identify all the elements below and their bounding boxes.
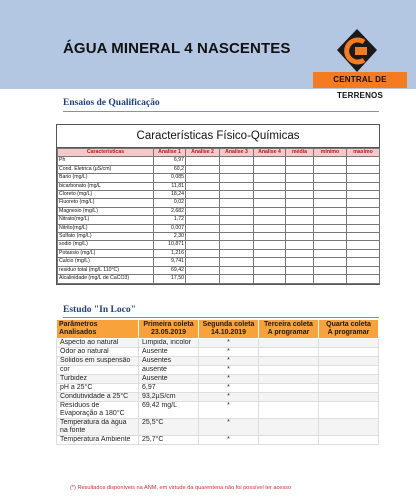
empty-cell bbox=[347, 191, 380, 199]
empty-cell bbox=[319, 348, 379, 357]
empty-cell bbox=[220, 266, 254, 274]
empty-cell bbox=[259, 348, 319, 357]
empty-cell bbox=[220, 207, 254, 215]
physicochemical-table-box bbox=[56, 124, 380, 285]
column-header bbox=[139, 320, 199, 339]
empty-cell bbox=[319, 436, 379, 445]
value-cell: 25,5°C bbox=[139, 419, 199, 436]
parameter-cell: residuo total (mg/L 110°C) bbox=[58, 266, 154, 274]
empty-cell bbox=[347, 165, 380, 173]
empty-cell bbox=[186, 216, 220, 224]
value-cell: 69,42 mg/L bbox=[139, 402, 199, 419]
column-header-line: Parâmetros bbox=[59, 321, 98, 328]
column-header: média bbox=[286, 149, 314, 157]
empty-cell bbox=[186, 249, 220, 257]
empty-cell bbox=[186, 258, 220, 266]
pending-marker: * bbox=[199, 366, 259, 375]
empty-cell bbox=[254, 266, 286, 274]
empty-cell bbox=[314, 224, 347, 232]
empty-cell bbox=[186, 233, 220, 241]
empty-cell bbox=[254, 191, 286, 199]
section-title-qualificacao: Ensaios de Qualificação bbox=[63, 98, 160, 108]
parameter-cell: Ph bbox=[58, 157, 154, 165]
table-row bbox=[58, 233, 380, 241]
column-header-line: Terceira coleta bbox=[264, 321, 313, 328]
empty-cell bbox=[286, 224, 314, 232]
table-row bbox=[58, 174, 380, 182]
value-cell: Ausentes bbox=[139, 357, 199, 366]
empty-cell bbox=[259, 393, 319, 402]
table-row bbox=[58, 241, 380, 249]
logo-text: CENTRAL DE TERRENOS bbox=[313, 72, 407, 88]
empty-cell bbox=[314, 258, 347, 266]
parameter-cell: Nitrato(mg/L) bbox=[58, 216, 154, 224]
empty-cell bbox=[220, 275, 254, 283]
pending-marker: * bbox=[199, 375, 259, 384]
empty-cell bbox=[319, 402, 379, 419]
parameter-cell: Turbidez bbox=[57, 375, 139, 384]
parameter-cell: Potassio (mg/L) bbox=[58, 249, 154, 257]
parameter-cell: Cond. Eletrica (µS/cm) bbox=[58, 165, 154, 173]
empty-cell bbox=[254, 216, 286, 224]
table-row bbox=[57, 419, 379, 436]
column-header: Analise 3 bbox=[220, 149, 254, 157]
empty-cell bbox=[286, 241, 314, 249]
empty-cell bbox=[254, 182, 286, 190]
empty-cell bbox=[314, 233, 347, 241]
empty-cell bbox=[254, 233, 286, 241]
parameter-cell: Temperatura Ambiente bbox=[57, 436, 139, 445]
table-row bbox=[58, 182, 380, 190]
empty-cell bbox=[259, 339, 319, 348]
empty-cell bbox=[254, 207, 286, 215]
empty-cell bbox=[259, 384, 319, 393]
parameter-cell: pH a 25°C bbox=[57, 384, 139, 393]
table-row bbox=[57, 339, 379, 348]
empty-cell bbox=[220, 216, 254, 224]
empty-cell bbox=[220, 174, 254, 182]
table-row bbox=[58, 258, 380, 266]
empty-cell bbox=[186, 165, 220, 173]
column-header-line: Segunda coleta bbox=[202, 321, 255, 328]
value-cell: 0,085 bbox=[154, 174, 186, 182]
column-header-line: 23.05.2019 bbox=[150, 329, 187, 336]
empty-cell bbox=[314, 174, 347, 182]
column-header bbox=[57, 320, 139, 339]
empty-cell bbox=[319, 339, 379, 348]
empty-cell bbox=[319, 393, 379, 402]
empty-cell bbox=[314, 165, 347, 173]
parameter-cell: cor bbox=[57, 366, 139, 375]
empty-cell bbox=[254, 275, 286, 283]
empty-cell bbox=[286, 249, 314, 257]
empty-cell bbox=[254, 241, 286, 249]
value-cell: 25,7°C bbox=[139, 436, 199, 445]
table-row bbox=[57, 436, 379, 445]
table-row bbox=[57, 357, 379, 366]
table-row bbox=[58, 224, 380, 232]
empty-cell bbox=[347, 199, 380, 207]
column-header: Analise 2 bbox=[186, 149, 220, 157]
column-header-line: A programar bbox=[267, 329, 310, 336]
empty-cell bbox=[347, 249, 380, 257]
empty-cell bbox=[186, 241, 220, 249]
empty-cell bbox=[186, 207, 220, 215]
empty-cell bbox=[347, 182, 380, 190]
empty-cell bbox=[347, 266, 380, 274]
empty-cell bbox=[254, 249, 286, 257]
pending-marker: * bbox=[199, 393, 259, 402]
table-row bbox=[57, 375, 379, 384]
physicochemical-table bbox=[57, 148, 380, 284]
empty-cell bbox=[220, 249, 254, 257]
empty-cell bbox=[220, 165, 254, 173]
parameter-cell: Cloreto (mg/L) bbox=[58, 191, 154, 199]
empty-cell bbox=[286, 216, 314, 224]
page-title: ÁGUA MINERAL 4 NASCENTES bbox=[63, 40, 291, 57]
column-header bbox=[259, 320, 319, 339]
parameter-cell: Bario (mg/L) bbox=[58, 174, 154, 182]
empty-cell bbox=[347, 216, 380, 224]
parameter-cell: Nitrito(mg/L) bbox=[58, 224, 154, 232]
table-row bbox=[58, 216, 380, 224]
column-header-line: A programar bbox=[327, 329, 370, 336]
pending-marker: * bbox=[199, 402, 259, 419]
empty-cell bbox=[314, 266, 347, 274]
empty-cell bbox=[259, 366, 319, 375]
empty-cell bbox=[286, 191, 314, 199]
value-cell: ausente bbox=[139, 366, 199, 375]
empty-cell bbox=[186, 275, 220, 283]
empty-cell bbox=[254, 199, 286, 207]
empty-cell bbox=[314, 207, 347, 215]
value-cell: 1,216 bbox=[154, 249, 186, 257]
empty-cell bbox=[286, 266, 314, 274]
empty-cell bbox=[259, 375, 319, 384]
empty-cell bbox=[286, 258, 314, 266]
pending-marker: * bbox=[199, 436, 259, 445]
parameter-cell: Calcio (mg/L) bbox=[58, 258, 154, 266]
central-de-terrenos-logo-icon bbox=[335, 28, 379, 74]
column-header bbox=[319, 320, 379, 339]
empty-cell bbox=[319, 357, 379, 366]
section-divider bbox=[63, 111, 379, 112]
empty-cell bbox=[347, 233, 380, 241]
value-cell: 17,50 bbox=[154, 275, 186, 283]
empty-cell bbox=[254, 174, 286, 182]
empty-cell bbox=[347, 207, 380, 215]
pending-marker: * bbox=[199, 339, 259, 348]
empty-cell bbox=[286, 174, 314, 182]
empty-cell bbox=[286, 182, 314, 190]
column-header: Caracteristicas bbox=[58, 149, 154, 157]
empty-cell bbox=[220, 233, 254, 241]
empty-cell bbox=[259, 402, 319, 419]
parameter-cell: Fluoreto (mg/L) bbox=[58, 199, 154, 207]
value-cell: 10,871 bbox=[154, 241, 186, 249]
table-row bbox=[57, 348, 379, 357]
empty-cell bbox=[347, 174, 380, 182]
column-header-line: Quarta coleta bbox=[326, 321, 371, 328]
value-cell: 2,30 bbox=[154, 233, 186, 241]
table-row bbox=[58, 275, 380, 283]
empty-cell bbox=[286, 157, 314, 165]
column-header bbox=[199, 320, 259, 339]
in-loco-table bbox=[56, 319, 379, 445]
value-cell: 93,2µS/cm bbox=[139, 393, 199, 402]
value-cell: Limpida, incolor bbox=[139, 339, 199, 348]
empty-cell bbox=[186, 266, 220, 274]
parameter-cell: Temperatura da água na fonte bbox=[57, 419, 139, 436]
parameter-cell: Magnesio (mg/L) bbox=[58, 207, 154, 215]
parameter-cell: Solidos em suspensão bbox=[57, 357, 139, 366]
empty-cell bbox=[286, 199, 314, 207]
table-row bbox=[58, 199, 380, 207]
empty-cell bbox=[220, 224, 254, 232]
value-cell: Ausente bbox=[139, 375, 199, 384]
parameter-cell: bicarbonato (mg/L bbox=[58, 182, 154, 190]
value-cell: 6,97 bbox=[154, 157, 186, 165]
empty-cell bbox=[186, 199, 220, 207]
physicochemical-table-title: Características Físico-Químicas bbox=[57, 125, 379, 148]
table-row bbox=[57, 402, 379, 419]
column-header-line: Primeira coleta bbox=[143, 321, 194, 328]
empty-cell bbox=[347, 157, 380, 165]
value-cell: Ausente bbox=[139, 348, 199, 357]
empty-cell bbox=[254, 258, 286, 266]
parameter-cell: Odor ao natural bbox=[57, 348, 139, 357]
empty-cell bbox=[186, 157, 220, 165]
empty-cell bbox=[319, 366, 379, 375]
value-cell: 6,97 bbox=[139, 384, 199, 393]
empty-cell bbox=[254, 165, 286, 173]
empty-cell bbox=[286, 275, 314, 283]
table-row bbox=[57, 366, 379, 375]
empty-cell bbox=[314, 241, 347, 249]
table-row bbox=[58, 207, 380, 215]
empty-cell bbox=[314, 216, 347, 224]
column-header-line: Analisados bbox=[59, 329, 97, 336]
empty-cell bbox=[314, 157, 347, 165]
empty-cell bbox=[186, 224, 220, 232]
empty-cell bbox=[314, 249, 347, 257]
empty-cell bbox=[286, 233, 314, 241]
empty-cell bbox=[254, 224, 286, 232]
pending-marker: * bbox=[199, 348, 259, 357]
empty-cell bbox=[220, 258, 254, 266]
table-row bbox=[58, 266, 380, 274]
parameter-cell: Alcalinidade (mg/L de CaCO3) bbox=[58, 275, 154, 283]
empty-cell bbox=[220, 182, 254, 190]
value-cell: 2,682 bbox=[154, 207, 186, 215]
empty-cell bbox=[259, 436, 319, 445]
empty-cell bbox=[286, 165, 314, 173]
empty-cell bbox=[286, 207, 314, 215]
empty-cell bbox=[186, 191, 220, 199]
column-header: Analise 4 bbox=[254, 149, 286, 157]
section-divider bbox=[63, 317, 379, 318]
pending-marker: * bbox=[199, 384, 259, 393]
empty-cell bbox=[319, 375, 379, 384]
empty-cell bbox=[220, 157, 254, 165]
pending-marker: * bbox=[199, 419, 259, 436]
value-cell: 0,007 bbox=[154, 224, 186, 232]
parameter-cell: sodio (mg/L) bbox=[58, 241, 154, 249]
value-cell: 9,741 bbox=[154, 258, 186, 266]
footnote: (*) Resultados disponíveis na ANM, em virtude da quarentena não foi possível ter acesso bbox=[70, 485, 292, 491]
column-header: Analise 1 bbox=[154, 149, 186, 157]
value-cell: 69,42 bbox=[154, 266, 186, 274]
empty-cell bbox=[314, 191, 347, 199]
value-cell: 60,2 bbox=[154, 165, 186, 173]
column-header: maximo bbox=[347, 149, 380, 157]
empty-cell bbox=[220, 191, 254, 199]
value-cell: 11,81 bbox=[154, 182, 186, 190]
empty-cell bbox=[319, 419, 379, 436]
empty-cell bbox=[259, 357, 319, 366]
empty-cell bbox=[220, 241, 254, 249]
table-row bbox=[57, 393, 379, 402]
empty-cell bbox=[314, 199, 347, 207]
value-cell: 1,72 bbox=[154, 216, 186, 224]
pending-marker: * bbox=[199, 357, 259, 366]
section-title-in-loco: Estudo "In Loco" bbox=[63, 305, 136, 315]
empty-cell bbox=[314, 275, 347, 283]
empty-cell bbox=[254, 157, 286, 165]
value-cell: 0,02 bbox=[154, 199, 186, 207]
table-row bbox=[58, 249, 380, 257]
empty-cell bbox=[347, 258, 380, 266]
table-row bbox=[58, 165, 380, 173]
column-header: mínimo bbox=[314, 149, 347, 157]
empty-cell bbox=[347, 275, 380, 283]
empty-cell bbox=[259, 419, 319, 436]
empty-cell bbox=[319, 384, 379, 393]
empty-cell bbox=[186, 182, 220, 190]
empty-cell bbox=[347, 224, 380, 232]
column-header-line: 14.10.2019 bbox=[210, 329, 247, 336]
empty-cell bbox=[314, 182, 347, 190]
table-row bbox=[57, 384, 379, 393]
empty-cell bbox=[347, 241, 380, 249]
parameter-cell: Condutividade a 25°C bbox=[57, 393, 139, 402]
value-cell: 18,24 bbox=[154, 191, 186, 199]
parameter-cell: Resíduos de Evaporação a 180°C bbox=[57, 402, 139, 419]
parameter-cell: Sulfato (mg/L) bbox=[58, 233, 154, 241]
parameter-cell: Aspecto ao natural bbox=[57, 339, 139, 348]
table-row bbox=[58, 191, 380, 199]
table-row bbox=[58, 157, 380, 165]
empty-cell bbox=[186, 174, 220, 182]
empty-cell bbox=[220, 199, 254, 207]
